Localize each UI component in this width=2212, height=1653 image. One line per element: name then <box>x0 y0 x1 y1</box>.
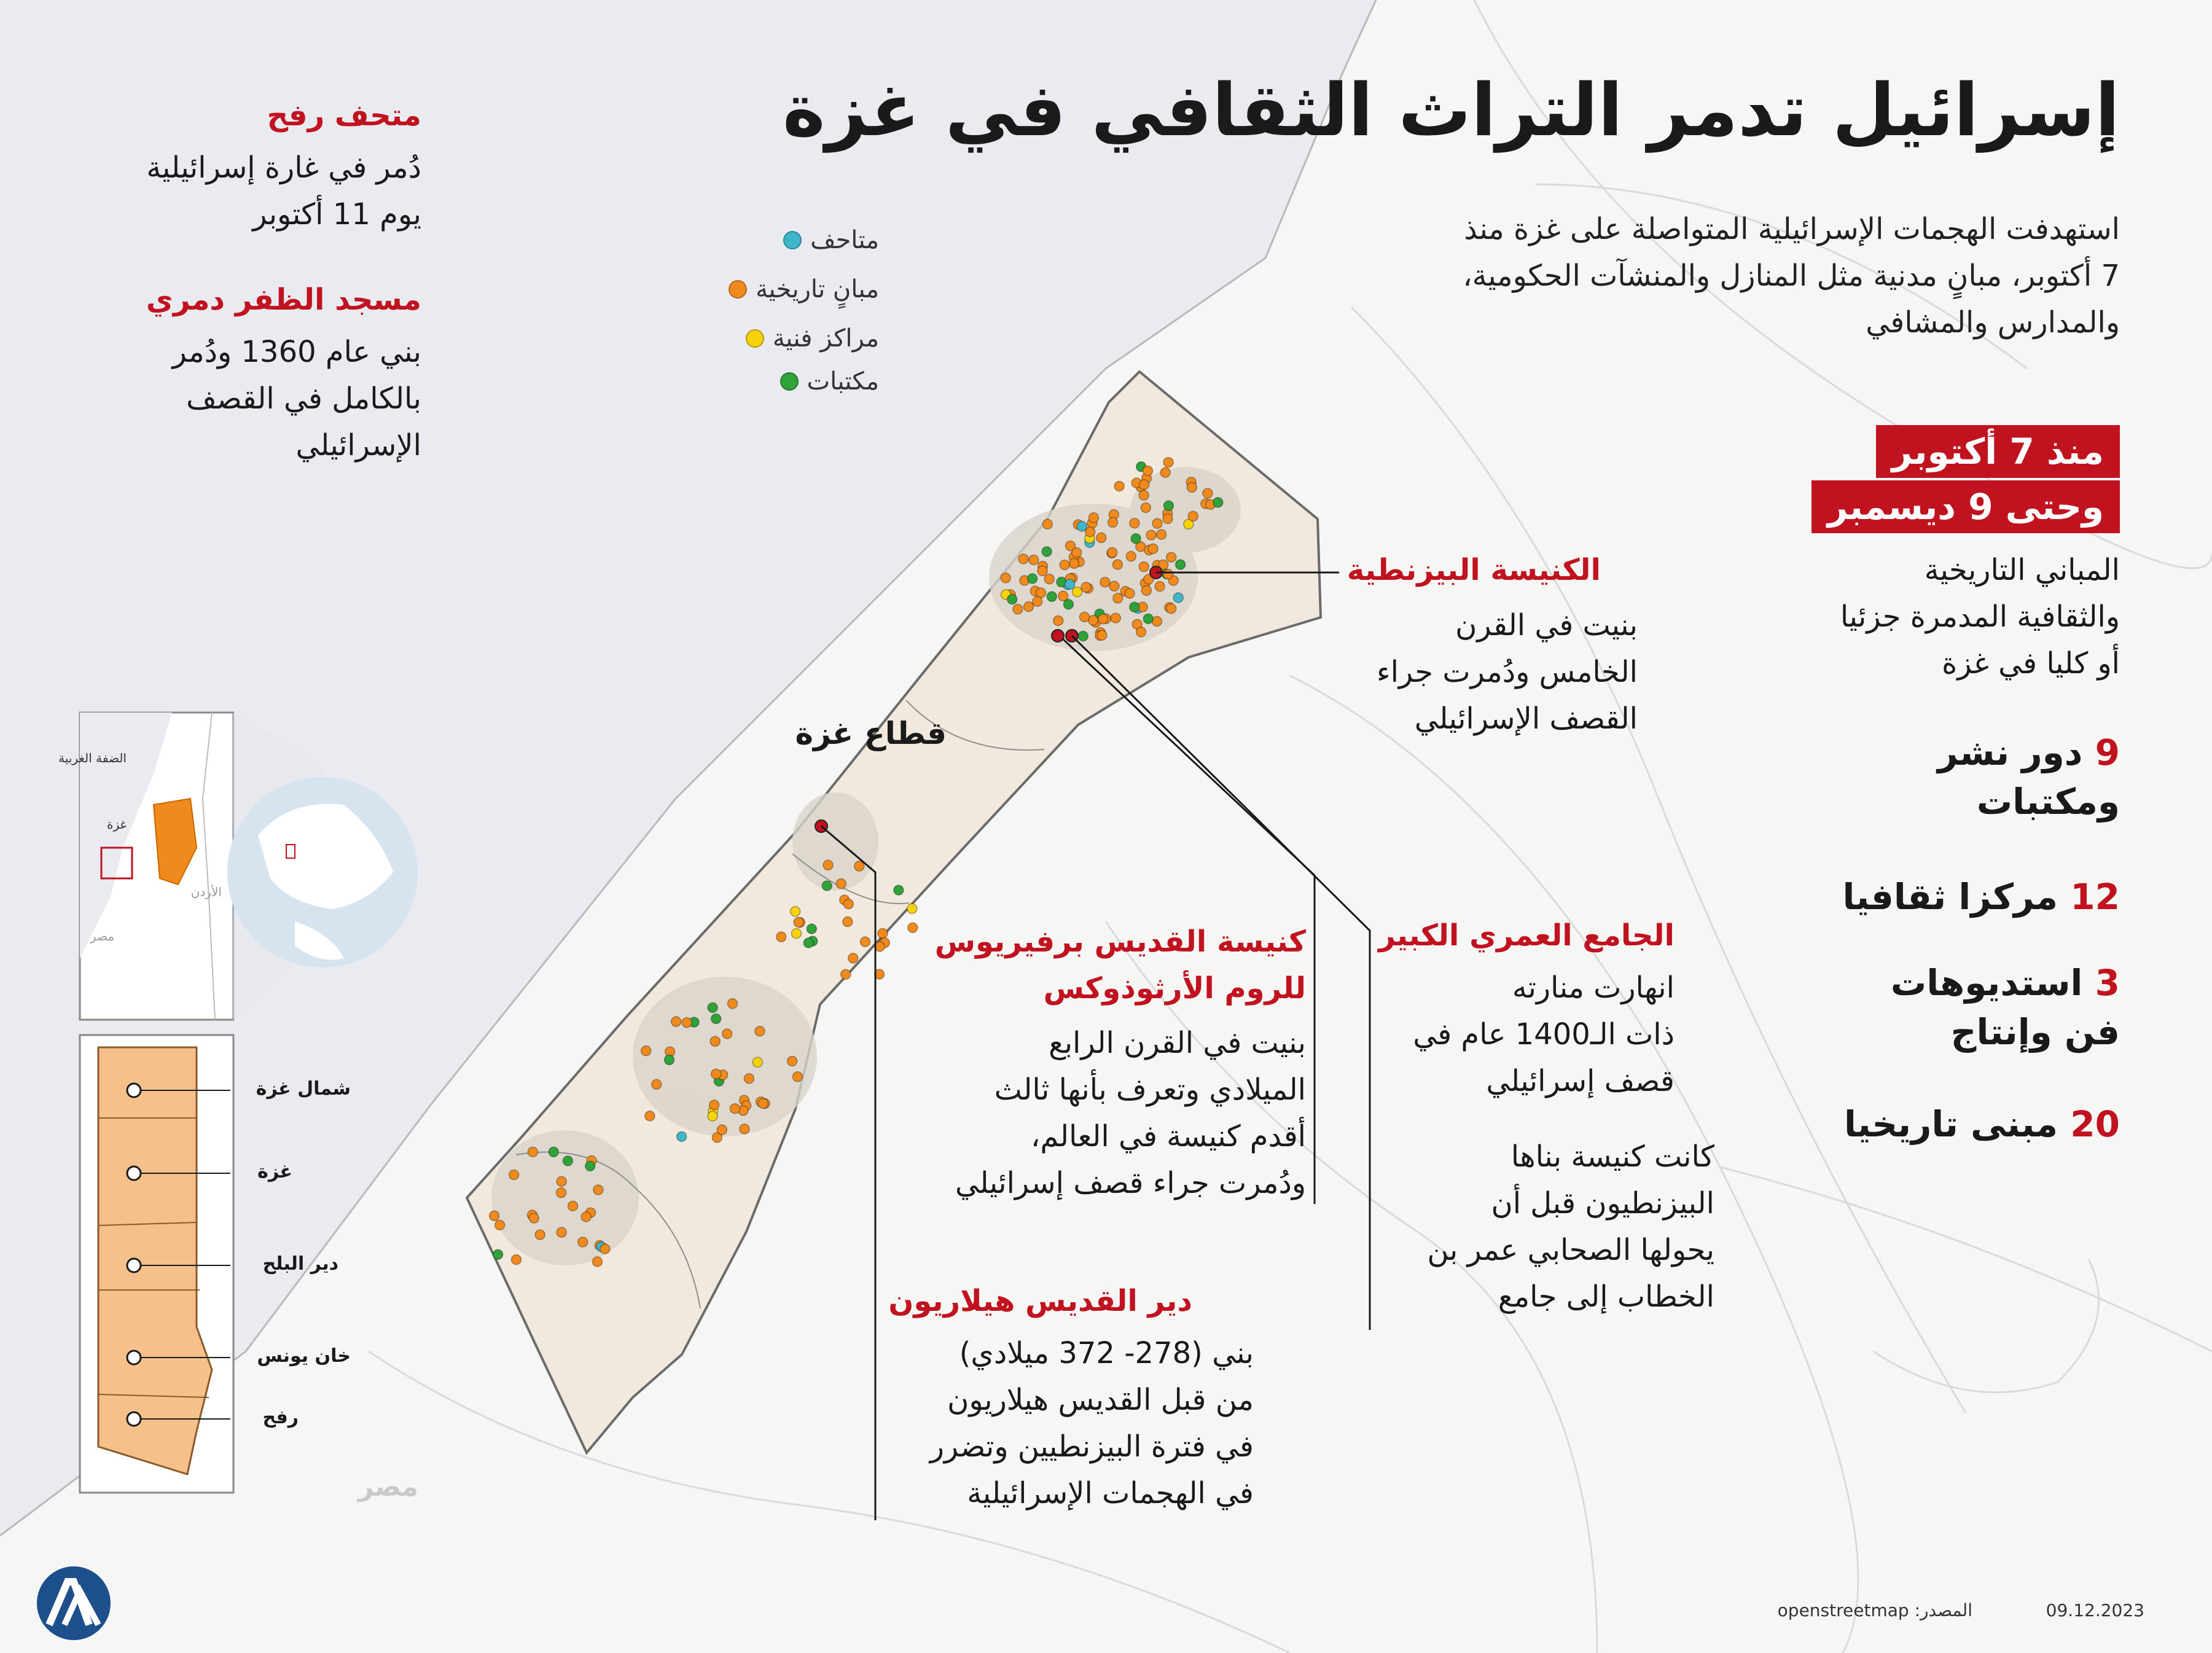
site-dot <box>1152 617 1162 627</box>
inset-gaza-label: غزة <box>107 817 127 832</box>
site-dot <box>1163 501 1173 510</box>
governorate-north-gaza: شمال غزة <box>256 1078 351 1100</box>
hilarion-monastery-title: دير القديس هيلاريون <box>888 1284 1192 1318</box>
site-dot <box>1028 574 1038 584</box>
site-dot <box>592 1257 602 1267</box>
site-dot <box>652 1079 662 1089</box>
site-dot <box>1160 467 1170 477</box>
inset-governorates <box>80 1035 233 1493</box>
site-dot <box>645 1111 655 1121</box>
legend-art-centers <box>746 324 879 353</box>
site-dot <box>578 1237 588 1247</box>
site-dot <box>557 1176 566 1186</box>
site-dot <box>776 932 786 942</box>
governorate-rafah: رفح <box>262 1407 299 1428</box>
inset-jordan-label: الأردن <box>190 885 222 899</box>
period-badge-end: وحتى 9 ديسمبر <box>1811 480 2120 533</box>
site-dot <box>722 1029 732 1039</box>
highlighted-site-dot <box>1052 630 1064 642</box>
stat-art-studios: 3 استديوهات فن وإنتاج <box>1890 962 2120 1053</box>
site-dot <box>1141 585 1151 595</box>
site-dot <box>1065 579 1075 589</box>
site-dot <box>1203 488 1213 498</box>
byzantine-church-body: بنيت في القرن الخامس ودُمرت جراء القصف الإسرائيلي <box>1377 608 1638 736</box>
legend-label: متاحف <box>810 226 879 254</box>
gaza-strip-label: قطاع غزة <box>795 716 947 751</box>
site-dot <box>1157 530 1167 539</box>
site-dot <box>1113 593 1123 603</box>
omari-mosque-body: انهارت منارته ذات الـ1400 عام في قصف إسرائيلي <box>1413 971 1675 1098</box>
legend-libraries <box>780 367 880 396</box>
site-dot <box>1038 566 1047 576</box>
site-dot <box>549 1147 558 1157</box>
art-dot-icon <box>746 329 764 348</box>
site-dot <box>807 924 816 934</box>
site-dot <box>1139 480 1149 490</box>
summary-label: المباني التاريخية والثقافية المدمرة جزئيا أو كليا في غزة <box>1840 553 2120 681</box>
site-dot <box>744 1074 754 1084</box>
site-dot <box>493 1249 503 1259</box>
site-dot <box>490 1211 499 1221</box>
site-dot <box>1141 502 1151 512</box>
site-dot <box>860 937 870 947</box>
site-dot <box>1060 560 1069 570</box>
site-dot <box>708 1002 717 1012</box>
site-dot <box>1069 558 1079 568</box>
site-dot <box>1163 569 1173 579</box>
site-dot <box>1081 582 1091 592</box>
site-dot <box>1148 544 1158 553</box>
site-dot <box>1108 547 1117 557</box>
site-dot <box>1098 614 1108 624</box>
site-dot <box>730 1104 740 1114</box>
site-dot <box>848 953 858 963</box>
stat-cultural-centers: 12 مركزا ثقافيا <box>1842 876 2120 918</box>
site-dot <box>1125 588 1135 598</box>
site-dot <box>1213 498 1223 507</box>
site-dot <box>836 879 846 889</box>
site-dot <box>727 999 737 1009</box>
site-dot <box>1109 581 1119 591</box>
site-dot <box>752 1057 762 1067</box>
site-dot <box>1136 627 1146 637</box>
aa-logo-icon <box>37 1566 111 1640</box>
site-dot <box>1176 560 1186 569</box>
site-dot <box>1007 595 1017 604</box>
site-dot <box>593 1185 603 1195</box>
site-dot <box>1167 604 1176 614</box>
site-dot <box>1044 574 1054 584</box>
site-dot <box>1173 593 1183 603</box>
site-dot <box>557 1227 566 1237</box>
site-dot <box>1126 552 1136 561</box>
period-badge-start: منذ 7 أكتوبر <box>1876 425 2120 478</box>
site-dot <box>1188 511 1198 521</box>
site-dot <box>568 1201 578 1211</box>
site-dot <box>557 1188 566 1198</box>
site-dot <box>1033 596 1042 606</box>
omari-mosque-history: كانت كنيسة بناها البيزنطيون قبل أن يحولها الصحابي عمر بن الخطاب إلى جامع <box>1427 1139 1714 1314</box>
rafah-museum-body: دُمر في غارة إسرائيلية يوم 11 أكتوبر <box>146 150 421 232</box>
site-dot <box>581 1212 591 1222</box>
site-dot <box>1100 577 1110 587</box>
site-dot <box>791 907 800 916</box>
site-dot <box>755 1026 765 1036</box>
legend-museums <box>783 226 879 254</box>
site-dot <box>1089 513 1099 523</box>
governorate-khan-younis: خان يونس <box>257 1345 351 1367</box>
site-dot <box>1108 517 1118 527</box>
site-dot <box>875 942 885 952</box>
site-dot <box>528 1147 537 1157</box>
site-dot <box>792 1072 802 1082</box>
site-dot <box>1163 458 1173 467</box>
inset-egypt-label: مصر <box>90 929 114 944</box>
byzantine-church-title: الكنيسة البيزنطية <box>1346 553 1601 587</box>
zafar-mosque-title: مسجد الظفر دمري <box>146 283 421 317</box>
site-dot <box>711 1014 721 1024</box>
museum-dot-icon <box>783 231 802 249</box>
site-dot <box>843 917 853 927</box>
site-dot <box>495 1220 505 1230</box>
site-dot <box>1152 518 1162 528</box>
site-dot <box>709 1100 719 1110</box>
page-title: إسرائيل تدمر التراث الثقافي في غزة <box>783 68 2120 152</box>
hilarion-monastery-body: بني (278- 372 ميلادي) من قبل القديس هيلاريون في فترة البيزنطيين وتضرر في الهجمات الإسرائيلية <box>929 1336 1254 1510</box>
site-dot <box>1072 548 1082 558</box>
site-dot <box>803 938 813 948</box>
site-dot <box>1143 614 1153 623</box>
legend-historic <box>729 275 879 303</box>
site-dot <box>641 1046 651 1056</box>
site-dot <box>1143 466 1152 475</box>
site-dot <box>717 1125 727 1135</box>
site-dot <box>907 904 917 913</box>
site-dot <box>1097 630 1107 640</box>
site-dot <box>1146 530 1156 540</box>
legend-label: مبانٍ تاريخية <box>756 275 879 303</box>
site-dot <box>1167 552 1176 562</box>
site-dot <box>854 861 864 871</box>
inset-west-bank-label: الضفة الغربية <box>58 751 127 765</box>
rafah-museum-title: متحف رفح <box>267 98 421 133</box>
site-dot <box>1096 533 1106 542</box>
egypt-label: مصر <box>358 1471 418 1503</box>
historic-dot-icon <box>729 280 747 299</box>
omari-mosque-title: الجامع العمري الكبير <box>1378 918 1675 953</box>
site-dot <box>1024 602 1034 612</box>
site-dot <box>1001 573 1010 583</box>
site-dot <box>1155 582 1165 592</box>
site-dot <box>1130 602 1139 612</box>
site-dot <box>1112 560 1122 569</box>
footer-source: المصدر: openstreetmap <box>1777 1600 1972 1620</box>
zafar-mosque-body: بني عام 1360 ودُمر بالكامل في القصف الإسرائيلي <box>172 335 421 463</box>
site-dot <box>585 1161 595 1171</box>
site-dot <box>822 881 832 891</box>
site-dot <box>563 1156 573 1166</box>
governorate-gaza: غزة <box>257 1161 292 1182</box>
site-dot <box>791 929 801 939</box>
site-dot <box>740 1124 749 1134</box>
site-dot <box>908 923 918 932</box>
site-dot <box>535 1230 545 1240</box>
site-dot <box>878 928 888 938</box>
site-dot <box>600 1244 610 1254</box>
site-dot <box>1131 534 1141 544</box>
site-dot <box>1042 547 1052 557</box>
site-dot <box>1139 490 1149 500</box>
site-dot <box>1053 615 1063 625</box>
site-dot <box>1139 562 1149 572</box>
porphyrius-church-title: كنيسة القديس برفيريوس للروم الأرثوذوكس <box>934 924 1306 1006</box>
site-dot <box>843 899 853 909</box>
site-dot <box>758 1098 768 1108</box>
site-dot <box>1077 522 1087 531</box>
site-dot <box>1063 600 1073 609</box>
site-dot <box>1042 519 1052 529</box>
intro-text: استهدفت الهجمات الإسرائيلية المتواصلة على غزة منذ 7 أكتوبر، مبانٍ مدنية مثل المنازل والمنشآت الحكومية، والمدارس والمشافي <box>1463 212 2120 340</box>
site-dot <box>894 885 904 895</box>
porphyrius-church-body: بنيت في القرن الرابع الميلادي وتعرف بأنها ثالث أقدم كنيسة في العالم، ودُمرت جراء قصف إسرائيلي <box>955 1026 1306 1200</box>
site-dot <box>1187 482 1197 492</box>
site-dot <box>841 969 851 979</box>
site-dot <box>1130 518 1139 528</box>
site-dot <box>1111 613 1120 623</box>
site-dot <box>677 1131 687 1141</box>
site-dot <box>794 917 803 927</box>
legend-label: مكتبات <box>807 367 879 396</box>
site-dot <box>509 1170 519 1180</box>
site-dot <box>1047 592 1057 601</box>
governorate-deir-al-balah: دير البلح <box>262 1253 338 1275</box>
stat-historic-buildings: 20 مبنى تاريخيا <box>1843 1103 2120 1145</box>
site-dot <box>1013 604 1023 614</box>
footer-date: 09.12.2023 <box>2046 1600 2144 1620</box>
site-dot <box>1163 514 1173 523</box>
site-dot <box>1073 587 1082 597</box>
site-dot <box>823 860 833 870</box>
legend-label: مراكز فنية <box>772 324 879 353</box>
site-dot <box>671 1017 681 1026</box>
site-dot <box>682 1018 692 1028</box>
site-dot <box>1018 554 1028 564</box>
library-dot-icon <box>780 372 799 391</box>
site-dot <box>708 1111 717 1121</box>
site-dot <box>710 1036 720 1046</box>
stat-publishers: 9 دور نشر ومكتبات <box>1937 732 2120 823</box>
site-dot <box>1078 631 1088 641</box>
site-dot <box>1029 555 1039 565</box>
site-dot <box>1114 481 1124 491</box>
site-dot <box>529 1213 539 1223</box>
site-dot <box>665 1055 674 1065</box>
site-dot <box>711 1069 721 1079</box>
site-dot <box>511 1255 521 1265</box>
site-dot <box>787 1056 797 1066</box>
site-dot <box>1079 612 1089 622</box>
